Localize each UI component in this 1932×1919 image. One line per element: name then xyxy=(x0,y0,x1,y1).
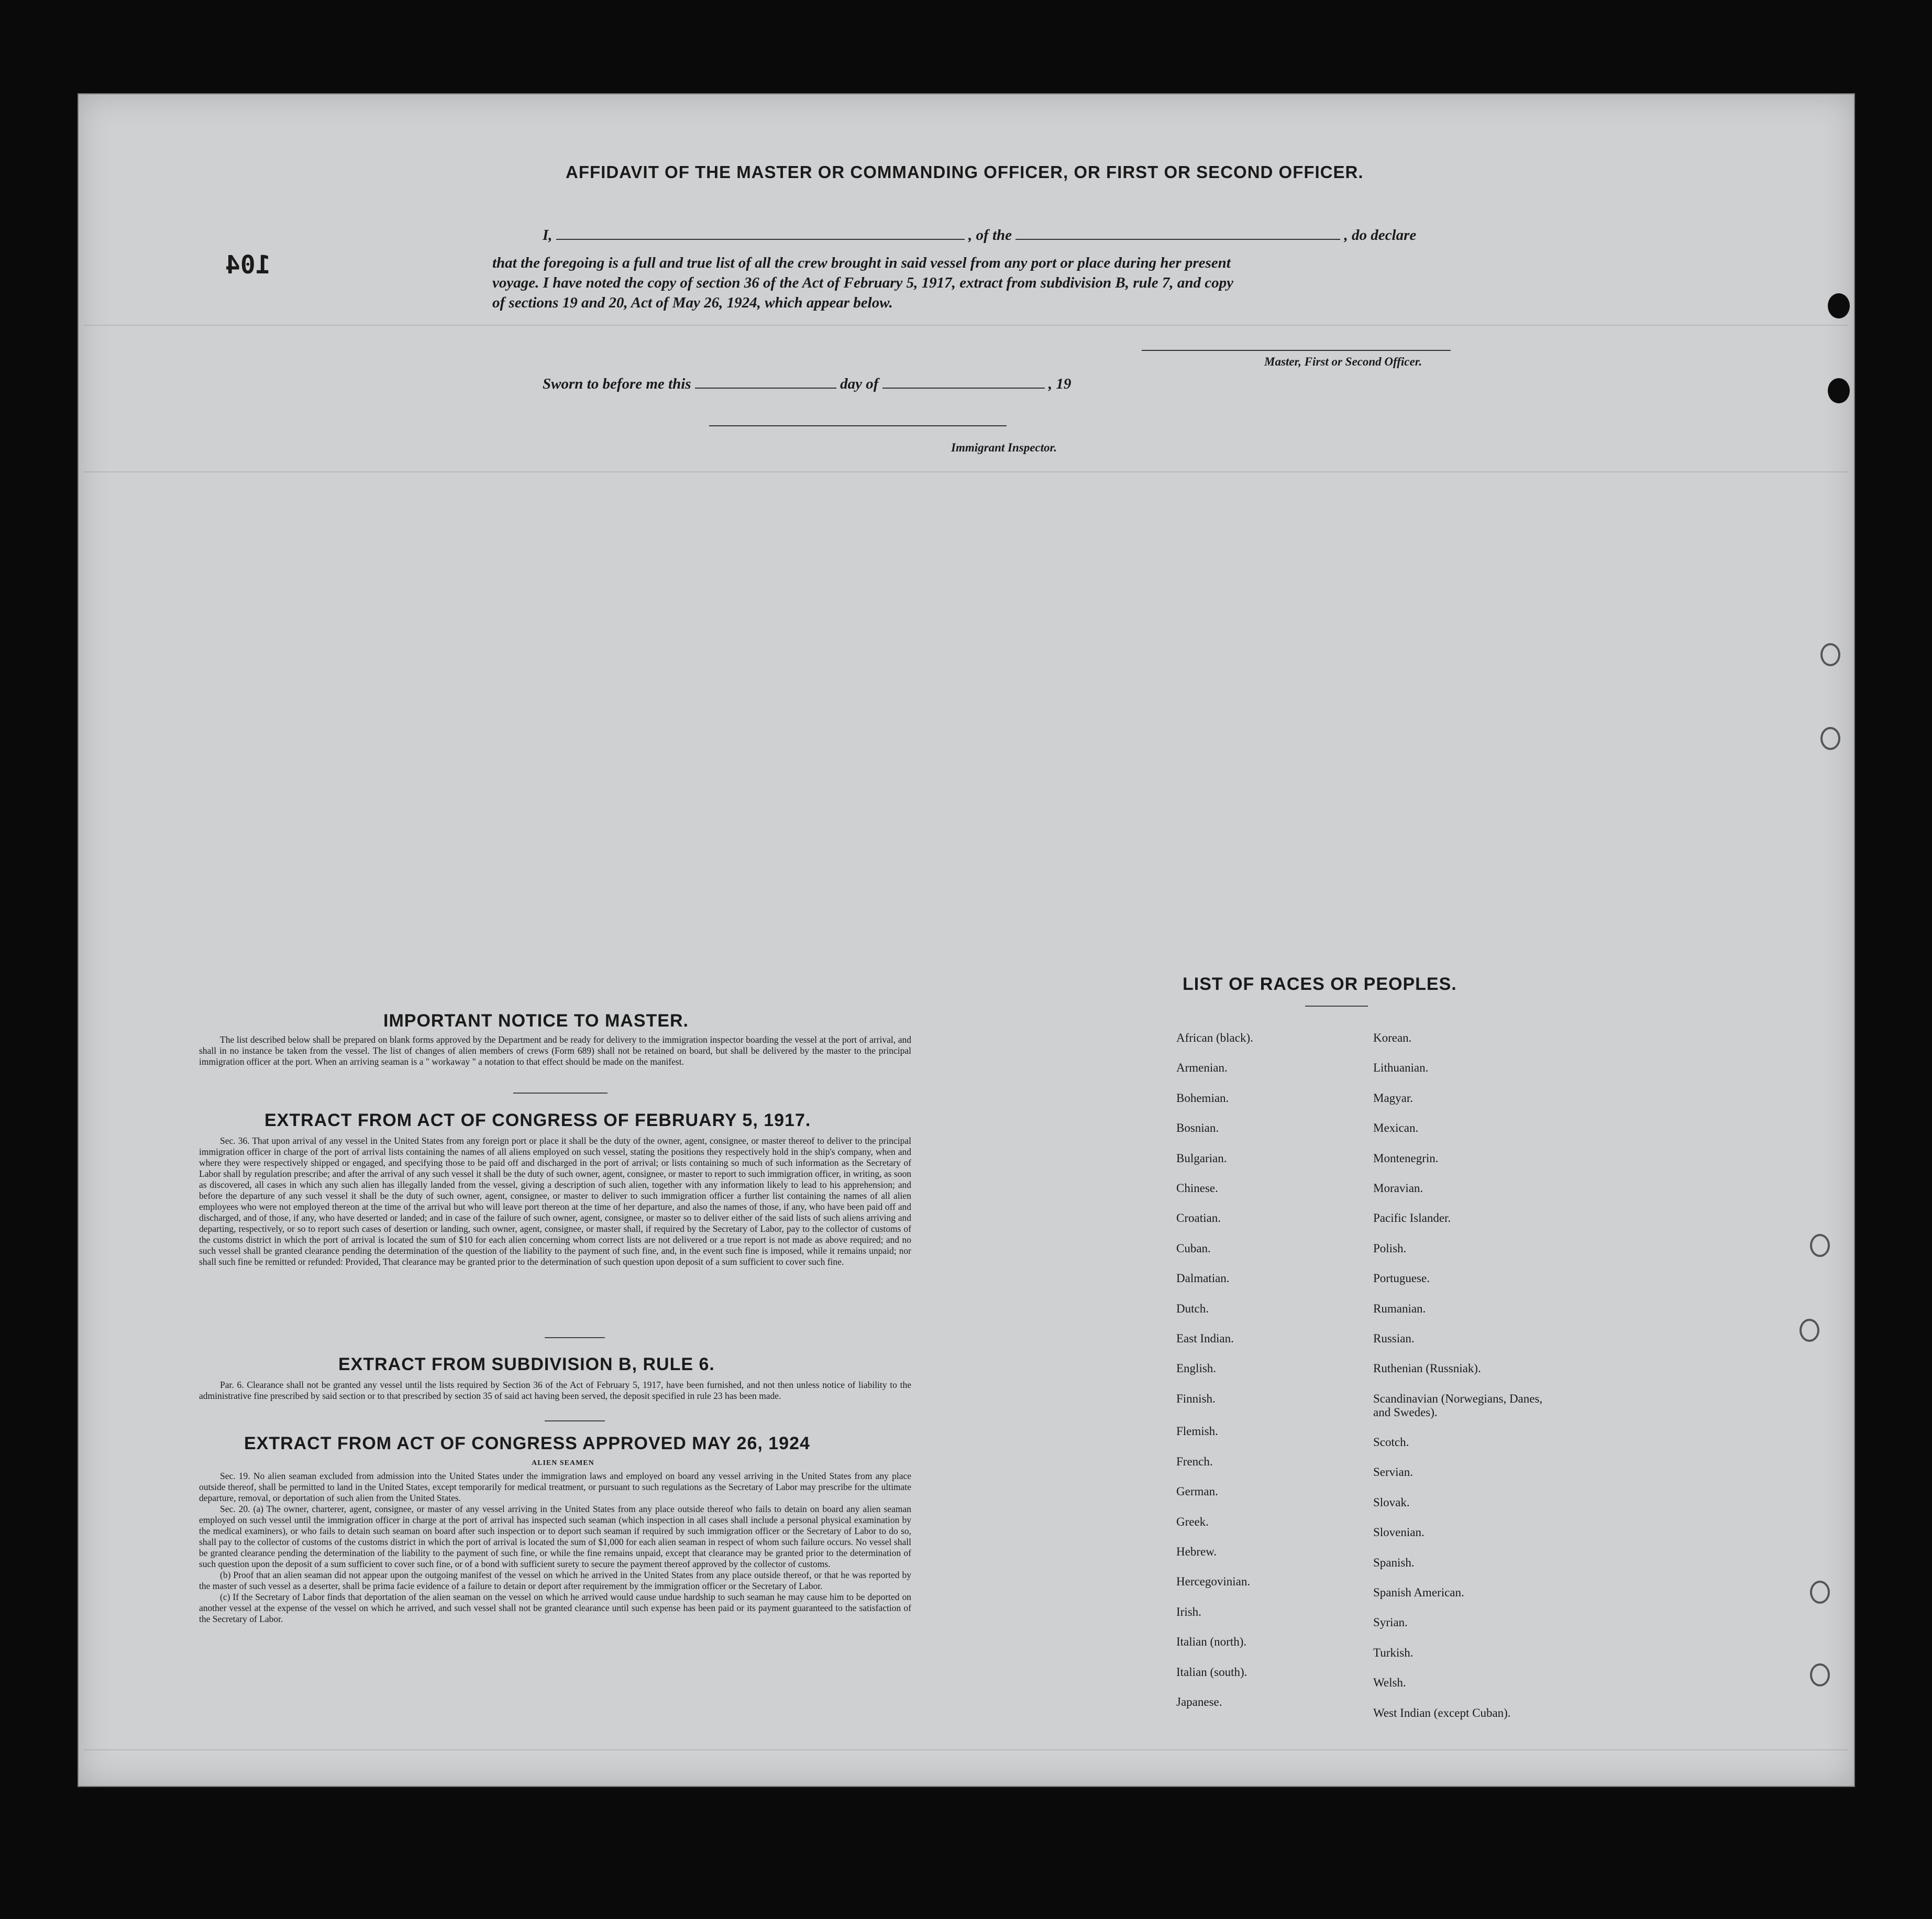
race-item: Ruthenian (Russniak). xyxy=(1373,1362,1481,1375)
race-item: Hebrew. xyxy=(1176,1545,1217,1558)
race-item: German. xyxy=(1176,1485,1218,1498)
race-item: Syrian. xyxy=(1373,1616,1408,1629)
race-item: African (black). xyxy=(1176,1031,1253,1044)
bleed-line xyxy=(84,1749,1849,1750)
race-item: Rumanian. xyxy=(1373,1302,1426,1315)
page-number: 104 xyxy=(225,250,271,280)
sec19-text: Sec. 19. No alien seaman excluded from admission into the United States under the immigration laws and employed on board any vessel arriving in the United States from any place outside thereof, shall be permitted to land in the United States, except temporarily for medical treatment, or pursuant to such regulations as the Secretary of Labor may prescribe for the ultimate departure, removal, or deportation of such alien from the United States. xyxy=(199,1471,911,1503)
affidavit-i: I, xyxy=(543,227,553,244)
race-item: Hercegovinian. xyxy=(1176,1575,1251,1589)
punch-hole xyxy=(1828,378,1850,403)
race-item: Portuguese. xyxy=(1373,1272,1430,1285)
inspector-label: Immigrant Inspector. xyxy=(951,441,1057,454)
race-item: Scotch. xyxy=(1373,1435,1409,1449)
affidavit-line-1 xyxy=(543,225,1416,244)
punch-hole xyxy=(1828,293,1850,318)
bleed-line xyxy=(84,471,1849,472)
races-left-column xyxy=(1176,1023,1253,1717)
master-signature-line[interactable] xyxy=(1142,350,1451,351)
race-item: Irish. xyxy=(1176,1605,1201,1618)
affidavit-line-2: that the foregoing is a full and true list of all the crew brought in said vessel from any port or place during her present xyxy=(492,255,1231,271)
race-item: Finnish. xyxy=(1176,1392,1216,1405)
divider xyxy=(545,1337,605,1338)
punch-hole xyxy=(1810,1581,1830,1604)
race-item: Welsh. xyxy=(1373,1676,1406,1690)
sec20b-text: (b) Proof that an alien seaman did not appear upon the outgoing manifest of the vessel on which he arrived in the United States from any place outside thereof, or that he was reported by the master of such vessel as a deserter, shall be prima facie evidence of a failure to detain or deport after requirement by the immigration officer or the Secretary of Labor. xyxy=(199,1570,911,1591)
inspector-signature-line[interactable] xyxy=(709,425,1007,426)
month-blank[interactable] xyxy=(882,374,1045,389)
extract-1924-body xyxy=(199,1471,911,1625)
sec20c-text: (c) If the Secretary of Labor finds that deportation of the alien seaman on the vessel on which he arrived would cause undue hardship to such seaman he may cause him to be deported on another vessel at the expense of the vessel on which he arrived, and such vessel shall not be granted clearance until such expense has been paid or its payment guaranteed to the satisfaction of the Secretary of Labor. xyxy=(199,1592,911,1624)
vessel-blank[interactable] xyxy=(1015,225,1340,240)
punch-hole xyxy=(1820,727,1840,750)
bleed-line xyxy=(84,325,1849,326)
race-item: Bosnian. xyxy=(1176,1121,1219,1135)
races-right-column xyxy=(1373,1023,1546,1728)
punch-hole xyxy=(1799,1319,1819,1342)
master-label: Master, First or Second Officer. xyxy=(1264,355,1422,368)
sworn-line xyxy=(543,374,1071,393)
race-item: Slovenian. xyxy=(1373,1526,1425,1539)
race-item: Spanish. xyxy=(1373,1556,1415,1569)
race-item: Slovak. xyxy=(1373,1495,1410,1509)
extract-1924-subtitle: ALIEN SEAMEN xyxy=(532,1459,594,1467)
race-item: Mexican. xyxy=(1373,1121,1419,1135)
extract-1917-text: Sec. 36. That upon arrival of any vessel in the United States from any foreign port or place it shall be the duty of the owner, agent, consignee, or master thereof to deliver to the principal immigration officer in charge of the port of arrival lists containing the names of all aliens employed on such vessel, stating the positions they respectively hold in the ship's company, when and where they were respectively shipped or engaged, and specifying those to be paid off and discharged in the port of arrival; or lists containing so much of such information as the Secretary of Labor shall by regulation prescribe; and after the arrival of any such vessel it shall be the duty of such owner, agent, consignee, or master to report to such immigration officer, in writing, as soon as discovered, all cases in which any such alien has illegally landed from the vessel, giving a description of such alien, together with any information likely to lead to his apprehension; and before the departure of any such vessel it shall be the duty of such owner, agent, consignee, or master to deliver to such immigration officer a further list containing the names of all alien employees who were not employed thereon at the time of the arrival but who will leave port thereon at the time of her departure, and also the names of those, if any, who have been paid off and discharged, and of those, if any, who have deserted or landed; and in case of the failure of such owner, agent, consignee, or master so to deliver either of the said lists of such aliens arriving and departing, respectively, or so to report such cases of desertion or landing, such owner, agent, consignee, or master shall, if required by the Secretary of Labor, pay to the collector of customs of the customs district in which the port of arrival is located the sum of $10 for each alien concerning whom correct lists are not delivered or a true report is not made as above required; and no such vessel shall be granted clearance pending the determination of the question of the liability to the payment of such fine, and, in the event such fine is imposed, while it remains unpaid; nor shall such fine be remitted or refunded: Provided, That clearance may be granted prior to the determination of such question upon deposit of a sum sufficient to cover such fine. xyxy=(199,1135,911,1267)
race-item: Bohemian. xyxy=(1176,1091,1229,1105)
race-item: Cuban. xyxy=(1176,1241,1211,1255)
race-item: Scandinavian (Norwegians, Danes, and Swedes). xyxy=(1373,1392,1543,1419)
race-item: Dutch. xyxy=(1176,1302,1209,1315)
extract-1917-title: EXTRACT FROM ACT OF CONGRESS OF FEBRUARY 5, 1917. xyxy=(264,1110,811,1130)
race-item: Moravian. xyxy=(1373,1182,1423,1195)
race-item: Lithuanian. xyxy=(1373,1061,1429,1075)
divider xyxy=(513,1093,608,1094)
affidavit-line-3: voyage. I have noted the copy of section 36 of the Act of February 5, 1917, extract from subdivision B, rule 7, and copy xyxy=(492,274,1233,291)
race-item: Servian. xyxy=(1373,1465,1414,1479)
race-item: French. xyxy=(1176,1454,1213,1468)
name-blank[interactable] xyxy=(556,225,965,240)
races-title: LIST OF RACES OR PEOPLES. xyxy=(1183,974,1457,994)
race-item: Spanish American. xyxy=(1373,1585,1464,1599)
race-item: Turkish. xyxy=(1373,1646,1414,1659)
race-item: Dalmatian. xyxy=(1176,1272,1230,1285)
race-item: Magyar. xyxy=(1373,1091,1414,1105)
day-of-label: day of xyxy=(840,376,879,392)
race-item: Pacific Islander. xyxy=(1373,1211,1451,1225)
affidavit-do-declare: , do declare xyxy=(1344,227,1417,244)
punch-hole xyxy=(1810,1234,1830,1257)
race-item: Armenian. xyxy=(1176,1061,1228,1075)
race-item: Polish. xyxy=(1373,1241,1407,1255)
race-item: Russian. xyxy=(1373,1332,1415,1345)
race-item: Japanese. xyxy=(1176,1695,1222,1708)
day-blank[interactable] xyxy=(695,374,836,389)
rule6-title: EXTRACT FROM SUBDIVISION B, RULE 6. xyxy=(338,1354,715,1374)
punch-hole xyxy=(1820,643,1840,666)
notice-text: The list described below shall be prepared on blank forms approved by the Department and be ready for delivery to the immigration inspector boarding the vessel at the port of arrival, and shall in no instance be taken from the vessel. The list of changes of alien members of crews (Form 689) shall not be retained on board, but shall be delivered by the master to the principal immigration officer at the port. When an arriving seaman is a " workaway " a notation to that effect should be made on the manifest. xyxy=(199,1034,911,1067)
race-item: Greek. xyxy=(1176,1515,1209,1528)
punch-hole xyxy=(1810,1663,1830,1686)
year-label: , 19 xyxy=(1048,376,1072,392)
race-item: Flemish. xyxy=(1176,1425,1218,1438)
notice-title: IMPORTANT NOTICE TO MASTER. xyxy=(383,1011,689,1031)
extract-1924-title: EXTRACT FROM ACT OF CONGRESS APPROVED MAY 26, 1924 xyxy=(244,1433,810,1453)
race-item: Montenegrin. xyxy=(1373,1151,1439,1165)
race-item: Chinese. xyxy=(1176,1182,1218,1195)
affidavit-title: AFFIDAVIT OF THE MASTER OR COMMANDING OFFICER, OR FIRST OR SECOND OFFICER. xyxy=(566,162,1364,182)
divider xyxy=(545,1420,605,1421)
race-item: Korean. xyxy=(1373,1031,1412,1044)
race-item: East Indian. xyxy=(1176,1332,1234,1345)
race-item: Croatian. xyxy=(1176,1211,1221,1225)
race-item: Italian (south). xyxy=(1176,1665,1247,1679)
race-item: Italian (north). xyxy=(1176,1635,1247,1649)
affidavit-of-the: , of the xyxy=(968,227,1012,244)
sworn-label: Sworn to before me this xyxy=(543,376,691,392)
race-item: Bulgarian. xyxy=(1176,1151,1227,1165)
affidavit-line-4: of sections 19 and 20, Act of May 26, 1924, which appear below. xyxy=(492,294,893,311)
rule6-text: Par. 6. Clearance shall not be granted any vessel until the lists required by Section 36 of the Act of February 5, 1917, have been furnished, and not then unless notice of liability to the administrative fine prescribed by said section or to that prescribed by section 35 of said act having been served, the deposit specified in rule 23 has been made. xyxy=(199,1380,911,1401)
race-item: West Indian (except Cuban). xyxy=(1373,1706,1511,1719)
divider xyxy=(1305,1006,1368,1007)
race-item: English. xyxy=(1176,1362,1217,1375)
sec20a-text: Sec. 20. (a) The owner, charterer, agent, consignee, or master of any vessel arriving in the United States from any place outside thereof who fails to detain on board any alien seaman employed on such vessel until the immigration officer in charge at the port of arrival has inspected such seaman (which inspection in all cases shall include a personal physical examination by the medical examiners), or who fails to detain such seaman on board after such inspection or to deport such seaman if required by such immigration officer or the Secretary of Labor to do so, shall pay to the collector of customs of the customs district in which the port of arrival is located the sum of $1,000 for each alien seaman in respect of whom such failure occurs. No vessel shall be granted clearance pending the determination of the liability to the payment of such fine, or while the fine remains unpaid, except that clearance may be granted prior to the determination of such question upon the deposit of a sum sufficient to cover such fine, or of a bond with sufficient surety to secure the payment thereof approved by the collector of customs. xyxy=(199,1504,911,1569)
